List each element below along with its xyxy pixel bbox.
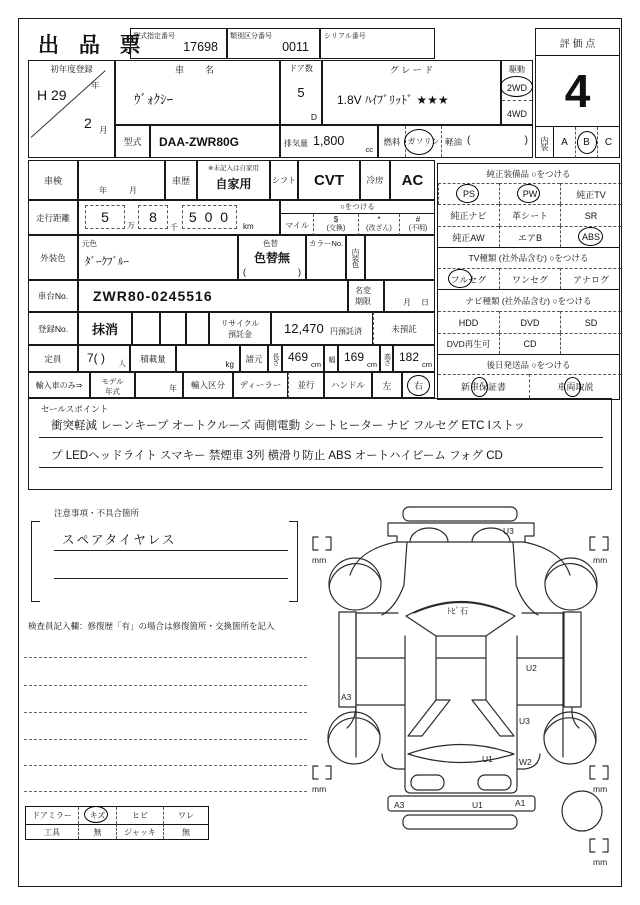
shaken-label: 車検 [28, 160, 78, 200]
sales-points-line2: プ LEDヘッドライト スマキー 禁煙車 3列 横滑り防止 ABS オートハイビーム フォグ CD [51, 450, 503, 462]
handle-left: 左 [372, 372, 402, 398]
damage-diagram [310, 495, 630, 885]
doors-label: ドア数 [289, 64, 313, 73]
interior-color-value-cell [365, 235, 435, 280]
fuel-paren-close: ) [524, 135, 528, 146]
rear-fender-lips [328, 718, 596, 742]
front-fender-lips [329, 564, 597, 587]
fuel-cell [378, 125, 533, 158]
reg-empty-3 [186, 312, 209, 345]
mark-w2: W2 [519, 757, 532, 767]
model-year-label-1: モデル [101, 377, 124, 386]
orig-color-label: 元色 [82, 239, 97, 248]
name-change-month: 月 [403, 298, 411, 307]
mileage-rest: 5 0 0 [182, 205, 237, 229]
rear-pillars [408, 700, 514, 736]
color-change-paren-close: ) [298, 267, 301, 277]
mileage-mark-note: ○をつける [281, 201, 434, 214]
notes-bracket-left [31, 521, 40, 602]
shift-value: CVT [298, 160, 360, 200]
recycle-amount: 12,470 [284, 321, 324, 336]
ext-color-orig-cell [78, 235, 238, 280]
shaken-value-cell [78, 160, 165, 200]
fuel-gasoline: ガソリン [405, 126, 441, 157]
sales-points-line1: 衝突軽減 レーンキープ オートクルーズ 両側電動 シートヒーター ナビ フルセグ ETC Iストッ [51, 420, 526, 432]
notes-line-2 [54, 578, 288, 579]
bracket-spare [590, 839, 608, 852]
recycle-label-cell [209, 312, 271, 345]
navi-cd: CD [499, 333, 560, 354]
mark-u1-rear: U1 [472, 800, 483, 810]
doors-value: 5 [297, 85, 305, 100]
drive-2wd: 2WD [507, 83, 527, 93]
mileage-m3-sub: (不明) [408, 225, 428, 232]
mileage-label: 走行距離 [28, 200, 78, 235]
mileage-unit: km [243, 222, 254, 231]
fuel-paren-open: ( [467, 135, 471, 146]
name-change-date-cell [384, 280, 435, 312]
mileage-m2-mark: * [377, 215, 381, 224]
color-no-cell [306, 235, 346, 280]
navi-dvd-play: DVD再生可 [438, 333, 499, 354]
first-reg-month: 2 [84, 115, 92, 131]
navi-dvd: DVD [499, 311, 560, 333]
width-unit: cm [367, 360, 377, 369]
model-value: DAA-ZWR80G [150, 125, 280, 158]
model-year-suffix: 年 [169, 384, 177, 393]
tv-full-seg: フルセグ [438, 268, 499, 289]
tv-full-seg-circle [448, 269, 472, 288]
tail-light-left [411, 775, 444, 790]
tv-analog: アナログ [560, 268, 621, 289]
notes-label: 注意事項・不具合箇所 [54, 508, 140, 518]
sales-underline-2 [39, 467, 603, 468]
mileage-cell [78, 200, 280, 235]
mirror-kizu-circle [84, 806, 108, 823]
first-reg-year-suffix: 年 [91, 80, 100, 90]
page-title: 出 品 票 [38, 34, 148, 57]
height-value: 182 [399, 350, 420, 364]
equip-sr: SR [560, 204, 621, 226]
car-name-value: ｳﾞｫｸｼｰ [134, 92, 173, 107]
history-label: 車歴 [165, 160, 197, 200]
rear-bumper-bar [388, 796, 535, 811]
equip-pw-circle [517, 184, 540, 203]
rear-right-wheel [544, 712, 596, 764]
mileage-m3 [399, 214, 436, 236]
navi-type-title: ナビ種類 (社外品含む) ○をつける [438, 289, 619, 311]
rear-fenders [347, 707, 579, 728]
displacement-value: 1,800 [313, 134, 345, 148]
interior-c: C [597, 127, 619, 158]
shaken-month: 月 [129, 186, 137, 195]
chassis-label: 車台No. [28, 280, 78, 312]
later-warranty-circle [471, 377, 488, 397]
later-manual: 車両取説 [529, 374, 621, 398]
model-label: 型式 [115, 125, 150, 158]
equip-pw: PW [499, 183, 560, 204]
handle-label: ハンドル [324, 372, 372, 398]
mileage-m3-mark: # [415, 215, 421, 224]
mm-front-right: mm [593, 555, 608, 565]
model-code-label: 型式指定番号 [133, 33, 175, 40]
mm-front-left: mm [312, 555, 327, 565]
color-change-cell [238, 235, 306, 280]
tv-type-title: TV種類 (社外品含む) ○をつける [438, 247, 619, 268]
mirror-r2c1: 工具 [26, 824, 78, 839]
mark-tobi-ishi: ﾄﾋﾞ石 [447, 606, 469, 616]
roof-lines [436, 636, 486, 700]
hood-sides [404, 542, 516, 585]
mileage-m2 [358, 214, 399, 236]
load-unit: kg [225, 360, 234, 369]
fuel-diesel: 軽油 [441, 126, 465, 157]
mirror-r2c2: 無 [78, 824, 116, 839]
fuel-gasoline-circle [404, 129, 434, 155]
equip-ps: PS [438, 183, 499, 204]
car-name-label: 車 名 [174, 65, 220, 75]
name-change-cell [348, 280, 384, 312]
mirror-r1c1: ドアミラー [32, 811, 72, 820]
notes-bracket-right [289, 521, 298, 602]
drive-2wd-circle [500, 76, 533, 97]
later-warranty: 新車保証書 [438, 374, 529, 398]
height-cell [393, 345, 435, 372]
mirror-r2c3: ジャッキ [116, 824, 163, 839]
right-door-panels [517, 612, 563, 757]
inspector-line-4 [24, 739, 307, 740]
height-unit: cm [422, 360, 432, 369]
reg-label: 登録No. [28, 312, 78, 345]
mark-u3-side: U3 [519, 716, 530, 726]
capacity-value: 7( ) [87, 351, 105, 365]
capacity-value-cell [78, 345, 130, 372]
history-value: 自家用 [215, 177, 252, 191]
width-value: 169 [344, 350, 365, 364]
class-code-box [227, 28, 320, 59]
class-code-value: 0011 [282, 40, 309, 54]
color-change-paren-open: ( [243, 267, 246, 277]
mileage-m1 [313, 214, 358, 236]
mirror-table [25, 806, 209, 840]
import-type-label: 輸入区分 [183, 372, 233, 398]
interior-b-circle [577, 131, 597, 154]
color-no-label: カラーNo. [309, 239, 344, 248]
name-change-day: 日 [421, 298, 429, 307]
first-reg-cell [28, 60, 115, 158]
bracket-rear-left [313, 766, 331, 779]
displacement-unit: cc [365, 145, 373, 154]
orig-color-value: ﾀﾞｰｸﾌﾞﾙｰ [85, 256, 129, 268]
sales-points-label: セールスポイント [41, 404, 109, 414]
rear-left-wheel [328, 712, 380, 764]
model-year-value-cell [135, 372, 183, 398]
mm-spare: mm [593, 857, 608, 867]
diagonal-line [31, 70, 106, 138]
first-reg-label: 初年度登録 [50, 64, 93, 74]
doors-cell [280, 60, 322, 125]
mileage-m1-sub: (交換) [326, 225, 346, 232]
rear-connectors [382, 754, 540, 769]
cool-value: AC [390, 160, 435, 200]
navi-hdd: HDD [438, 311, 499, 333]
first-reg-era: H 29 [37, 87, 67, 103]
name-change-label-2: 期限 [355, 297, 371, 306]
shaken-year: 年 [99, 186, 107, 195]
drive-4wd: 4WD [502, 100, 532, 126]
rear-bumper-lower [403, 815, 517, 829]
width-label: 幅 [324, 345, 338, 372]
mark-u2: U2 [526, 663, 537, 673]
car-name-cell [115, 60, 280, 125]
notes-line-1 [54, 550, 288, 551]
mark-a1: A1 [515, 798, 526, 808]
spare-tire-circle [562, 791, 602, 831]
doors-unit: D [310, 112, 317, 122]
shift-label: シフト [270, 160, 298, 200]
mileage-man-unit: 万 [127, 221, 135, 230]
mark-a3-rear: A3 [394, 800, 405, 810]
spec-label: 諸元 [240, 345, 268, 372]
model-year-cell [90, 372, 135, 398]
mirror-r1c4: ワレ [163, 807, 208, 824]
mileage-sen-digit: 8 [138, 205, 168, 229]
car-top-view [310, 495, 630, 885]
inspector-line-1 [24, 657, 307, 658]
cool-label: 冷房 [360, 160, 390, 200]
mileage-m2-sub: (改ざん) [366, 225, 392, 232]
displacement-cell [280, 125, 378, 158]
model-year-label-2: 年式 [105, 387, 120, 396]
height-label: 高さ [380, 345, 393, 372]
bracket-front-right [590, 537, 608, 550]
chassis-value: ZWR80-0245516 [78, 280, 348, 312]
interior-color-label: 内装色 [346, 235, 365, 280]
inspector-label: 検査員記入欄：修復歴「有」の場合は修復箇所・交換箇所を記入 [28, 621, 275, 631]
sales-points-box [28, 398, 612, 490]
interior-b: B [575, 127, 597, 158]
mark-u3-front: U3 [503, 526, 514, 536]
history-note: ※未記入は自家用 [208, 165, 259, 172]
rear-window [408, 745, 514, 763]
history-cell [197, 160, 270, 200]
bracket-front-left [313, 537, 331, 550]
equip-tv: 純正TV [560, 183, 621, 204]
navi-sd: SD [560, 311, 621, 333]
interior-label: 内装 [536, 127, 554, 158]
load-label: 積載量 [130, 345, 176, 372]
mark-a3-side: A3 [341, 692, 352, 702]
length-cell [282, 345, 324, 372]
mileage-mile: マイル [285, 220, 309, 230]
reg-empty-2 [160, 312, 186, 345]
recycle-value-cell [271, 312, 373, 345]
grade-cell [322, 60, 501, 125]
import-label: 輸入車のみ⇒ [28, 372, 90, 398]
score-value: 4 [564, 65, 591, 117]
capacity-label: 定員 [28, 345, 78, 372]
front-bumper-top [403, 507, 517, 521]
equip-aw: 純正AW [438, 226, 499, 247]
equip-abs: ABS [560, 226, 621, 247]
recycle-label-1: リサイクル [220, 319, 260, 328]
length-value: 469 [288, 350, 309, 364]
grade-value: 1.8V ﾊｲﾌﾞﾘｯﾄﾞ ★★★ [337, 93, 449, 107]
mileage-m1-mark: $ [333, 215, 339, 224]
reg-value: 抹消 [78, 312, 132, 345]
navi-empty [560, 333, 621, 354]
serial-box [320, 28, 435, 59]
front-fenders [350, 542, 570, 575]
equip-navi: 純正ナビ [438, 204, 499, 226]
import-parallel: 並行 [288, 372, 324, 398]
model-code-box [130, 28, 227, 59]
bracket-rear-right [590, 766, 608, 779]
mm-rear-right: mm [593, 784, 608, 794]
ext-color-label: 外装色 [28, 235, 78, 280]
mm-rear-left: mm [312, 784, 327, 794]
equip-ps-circle [456, 184, 479, 203]
tail-light-right [478, 775, 511, 790]
serial-label: シリアル番号 [324, 33, 366, 40]
length-label: 長さ [268, 345, 282, 372]
length-unit: cm [311, 360, 321, 369]
recycle-label-2: 預託金 [228, 330, 252, 339]
equip-abs-circle [578, 227, 603, 246]
notes-text: スペアタイヤレス [62, 533, 177, 547]
width-cell [338, 345, 380, 372]
score-label: 評 価 点 [536, 29, 619, 56]
equip-leather: 革シート [499, 204, 560, 226]
handle-right: 右 [402, 372, 435, 398]
inspector-line-3 [24, 712, 307, 713]
handle-right-circle [407, 375, 430, 396]
mirror-r2c4: 無 [163, 824, 208, 839]
import-dealer: ディーラー [233, 372, 288, 398]
model-code-value: 17698 [183, 40, 218, 54]
mileage-mark-block [280, 200, 435, 235]
color-change-value: 色替無 [254, 251, 291, 265]
mark-u1-glass: U1 [482, 754, 493, 764]
interior-a: A [561, 137, 568, 148]
later-title: 後日発送品 ○をつける [438, 354, 619, 374]
not-deposited: 未預託 [373, 312, 435, 345]
later-manual-circle [564, 377, 581, 397]
inspector-line-5 [24, 765, 307, 766]
name-change-label-1: 名変 [355, 286, 371, 295]
mileage-sen-unit: 千 [170, 223, 178, 232]
equip-airbag: エアB [499, 226, 560, 247]
wiper-arcs [410, 528, 510, 542]
load-value-cell [176, 345, 240, 372]
first-reg-month-suffix: 月 [99, 125, 108, 135]
right-side-strip [564, 612, 581, 707]
inspector-line-2 [24, 685, 307, 686]
color-change-label: 色替 [263, 239, 278, 248]
grade-label: グ レ ー ド [389, 65, 434, 75]
reg-empty-1 [132, 312, 160, 345]
sales-underline-1 [39, 437, 603, 438]
mirror-r1c2: キズ [78, 807, 116, 824]
class-code-label: 類別区分番号 [230, 33, 272, 40]
front-right-wheel [545, 558, 597, 610]
equip-title: 純正装備品 ○をつける [486, 168, 571, 179]
inspector-line-6 [24, 791, 307, 792]
fuel-label: 燃料 [383, 136, 401, 147]
displacement-label: 排気量 [284, 139, 308, 148]
mileage-man-digit: 5 [85, 205, 125, 229]
mirror-r1c3: ヒビ [116, 807, 163, 824]
recycle-amount-suffix: 円預託済 [330, 327, 362, 336]
tv-one-seg: ワンセグ [499, 268, 560, 289]
drive-label: 駆動 [509, 65, 525, 74]
capacity-unit: 人 [118, 359, 126, 368]
